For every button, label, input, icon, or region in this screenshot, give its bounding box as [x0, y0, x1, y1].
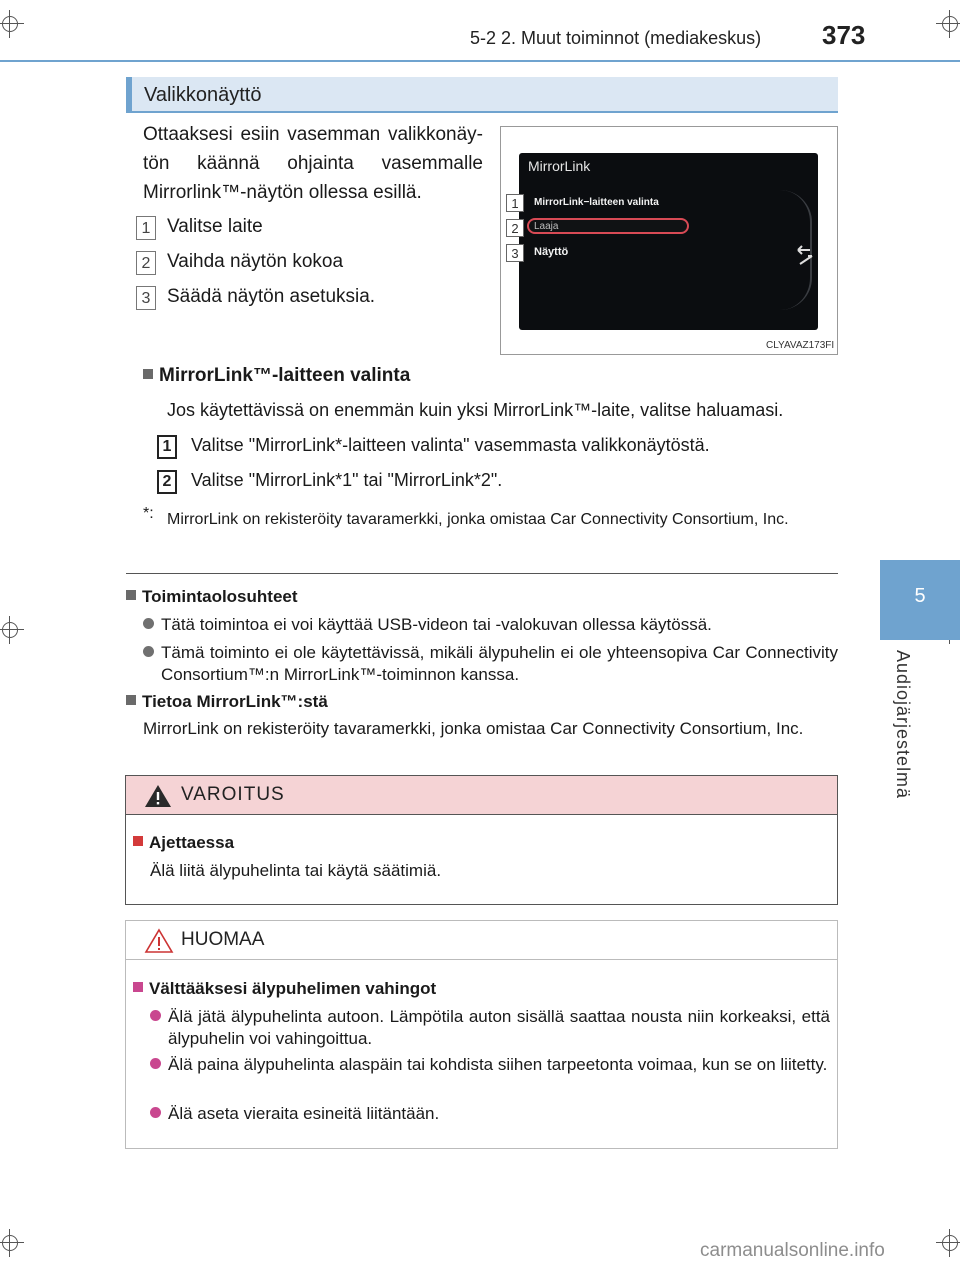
callout-badge: 3 — [506, 244, 524, 262]
crop-mark — [940, 1233, 960, 1253]
list-item-text: Tätä toimintoa ei voi käyttää USB-videon tai -valokuvan ollessa käytössä. — [161, 615, 712, 634]
figure-code: CLYAVAZ173FI — [766, 340, 835, 351]
step-text: Säädä näytön asetuksia. — [167, 286, 376, 307]
list-item — [143, 642, 838, 686]
list-item-text: Tämä toiminto ei ole käytettävissä, mikäli älypuhelin ei ole yhteensopiva Car Connectivity Consortium™:n MirrorLink™-toiminnon kanssa. — [161, 643, 838, 684]
footnote-mark: *: — [143, 505, 154, 522]
step-text: Valitse "MirrorLink*1" tai "MirrorLink*2". — [191, 470, 503, 490]
about-heading — [126, 691, 328, 713]
warning-icon — [144, 784, 172, 813]
display-screen — [519, 153, 818, 330]
callout-badge: 2 — [506, 219, 524, 237]
round-bullet-icon — [150, 1058, 161, 1069]
menu-item-display: Näyttö — [534, 246, 569, 258]
menu-item-wide: Laaja — [534, 221, 559, 232]
subsection-heading — [143, 365, 410, 387]
round-bullet-icon — [143, 646, 154, 657]
square-bullet-icon — [126, 695, 136, 705]
list-item — [150, 1006, 830, 1050]
step-text: Vaihda näytön kokoa — [167, 251, 344, 272]
callout-badge: 1 — [506, 194, 524, 212]
step-number: 1 — [136, 216, 156, 240]
crop-mark — [0, 1233, 20, 1253]
square-bullet-icon — [133, 836, 143, 846]
chapter-label: Audiojärjestelmä — [893, 650, 913, 800]
list-item-text: Älä paina älypuhelinta alaspäin tai kohdista siihen tarpeetonta voimaa, kun se on liitetty. — [168, 1055, 828, 1074]
list-item-text: Älä jätä älypuhelinta autoon. Lämpötila auton sisällä saattaa nousta niin korkeaksi, että älypuhelin voi vahingoittua. — [168, 1007, 830, 1048]
watermark: carmanualsonline.info — [700, 1240, 885, 1261]
device-select-body: Jos käytettävissä on enemmän kuin yksi MirrorLink™-laite, valitse haluamasi. — [167, 400, 784, 420]
step-text: Valitse "MirrorLink*-laitteen valinta" vasemmasta valikkonäytöstä. — [191, 435, 710, 455]
step-number: 2 — [136, 251, 156, 275]
header-rule — [0, 60, 960, 62]
caution-icon — [144, 928, 174, 959]
about-body: MirrorLink on rekisteröity tavaramerkki, jonka omistaa Car Connectivity Consortium, Inc. — [143, 719, 804, 738]
notice-subheading — [133, 978, 436, 1000]
section-heading — [126, 77, 838, 113]
step-number: 2 — [157, 470, 177, 494]
list-item — [143, 614, 838, 636]
crop-mark — [940, 14, 960, 34]
conditions-heading — [126, 586, 298, 608]
notice-subheading-text: Välttääksesi älypuhelimen vahingot — [149, 979, 437, 998]
step-number: 1 — [157, 435, 177, 459]
square-bullet-icon — [143, 369, 153, 379]
notice-title: HUOMAA — [181, 929, 265, 950]
divider — [126, 573, 838, 574]
crop-mark — [0, 14, 20, 34]
round-bullet-icon — [150, 1107, 161, 1118]
warning-subheading — [133, 832, 234, 854]
running-header: 5-2 2. Muut toiminnot (mediakeskus) — [470, 28, 762, 48]
square-bullet-icon — [133, 982, 143, 992]
warning-subheading-text: Ajettaessa — [149, 833, 235, 852]
intro-paragraph: Ottaaksesi esiin vasemman valikkonäytön käännä ohjainta vasemmalle Mirrorlink™-näytön ollessa esillä. — [143, 124, 483, 203]
square-bullet-icon — [126, 590, 136, 600]
crop-mark — [0, 620, 20, 640]
round-bullet-icon — [143, 618, 154, 629]
footnote-text: MirrorLink on rekisteröity tavaramerkki, jonka omistaa Car Connectivity Consortium, Inc. — [167, 511, 789, 528]
back-arrow-icon — [794, 244, 816, 270]
section-heading-text: Valikkonäyttö — [144, 84, 262, 106]
screen-title: MirrorLink — [528, 158, 591, 174]
list-item-text: Älä aseta vieraita esineitä liitäntään. — [168, 1104, 440, 1123]
step-number: 3 — [136, 286, 156, 310]
page-number: 373 — [822, 20, 866, 50]
menu-item-device-select: MirrorLink−laitteen valinta — [534, 197, 659, 208]
list-item — [150, 1103, 830, 1125]
warning-title: VAROITUS — [181, 784, 285, 805]
about-heading-text: Tietoa MirrorLink™:stä — [142, 692, 328, 711]
step-text: Valitse laite — [167, 216, 263, 237]
subsection-heading-text: MirrorLink™-laitteen valinta — [159, 365, 411, 386]
conditions-heading-text: Toimintaolosuhteet — [142, 587, 298, 606]
list-item — [150, 1054, 830, 1076]
chapter-tab: 5 — [880, 560, 960, 640]
warning-body: Älä liitä älypuhelinta tai käytä säätimiä. — [150, 861, 442, 880]
round-bullet-icon — [150, 1010, 161, 1021]
